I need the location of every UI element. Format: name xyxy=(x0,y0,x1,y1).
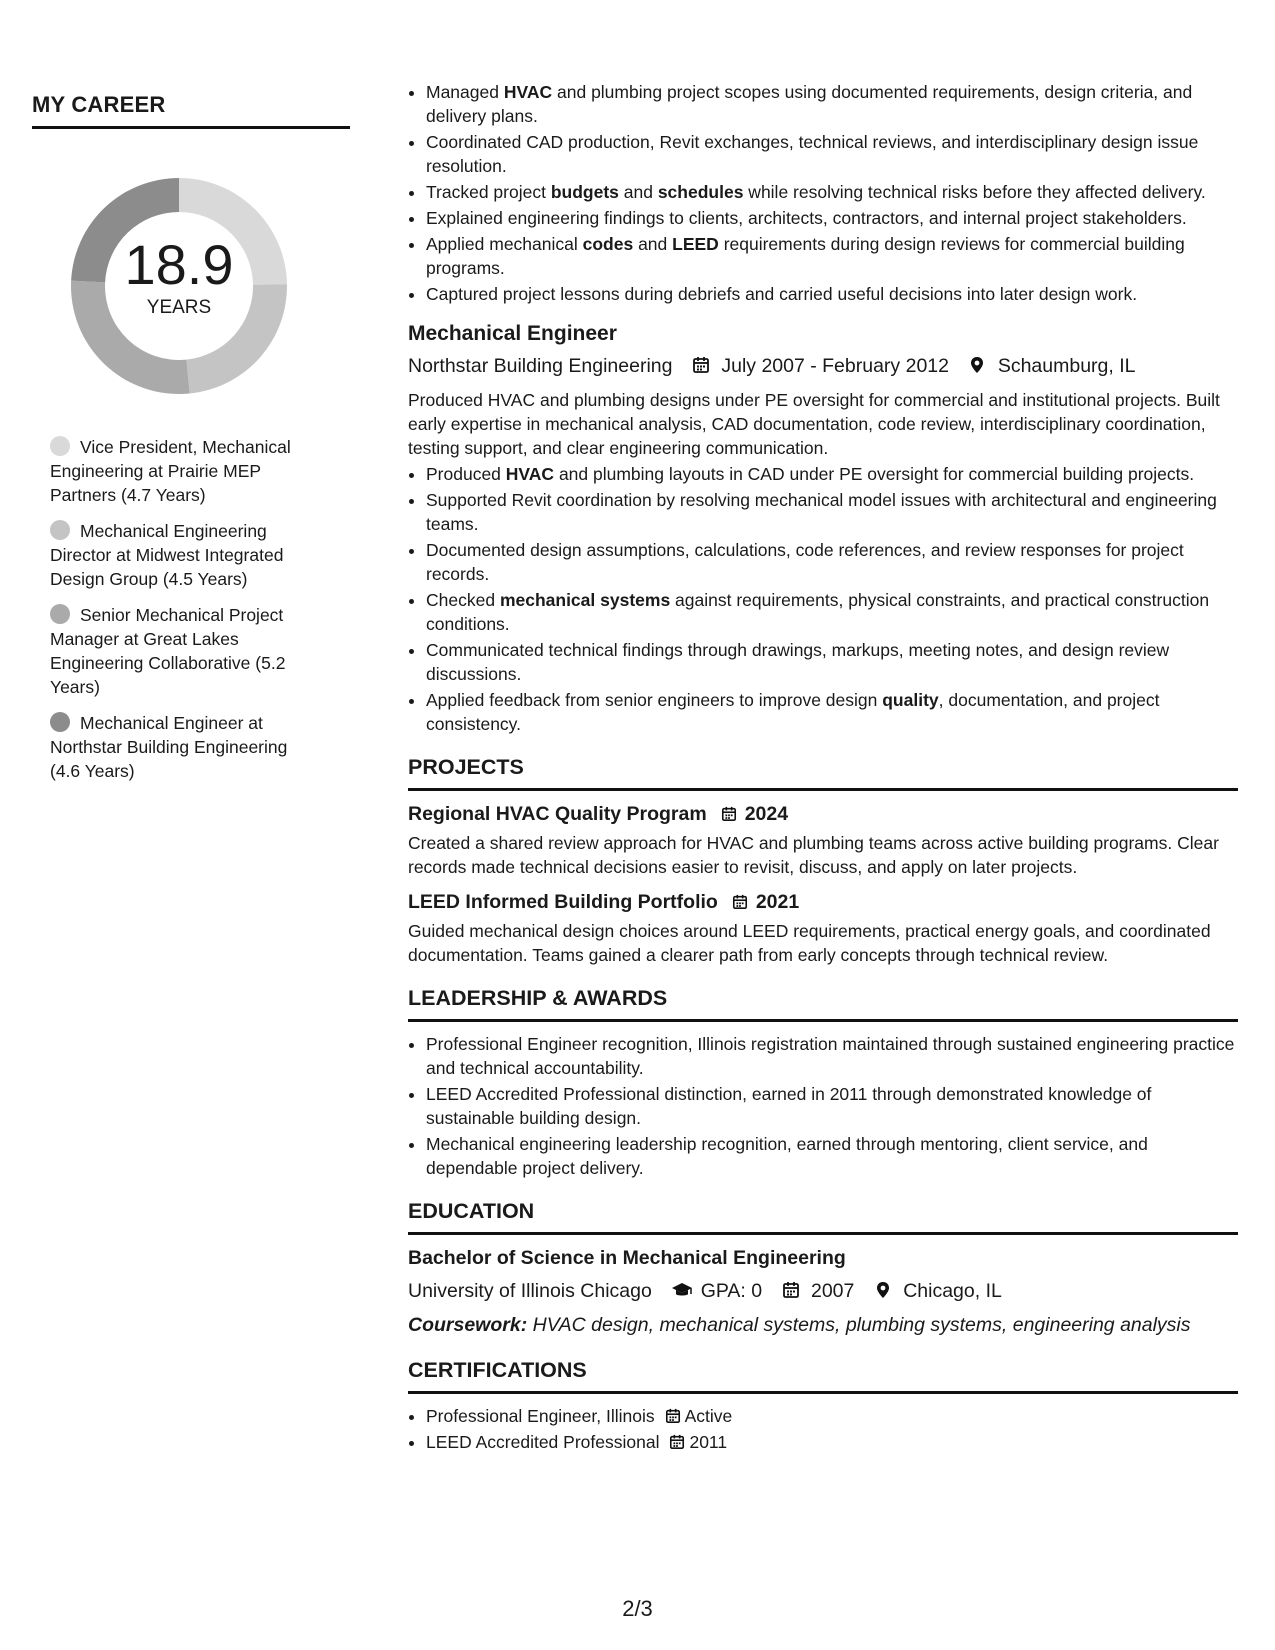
coursework xyxy=(408,1311,1238,1339)
donut-center xyxy=(66,233,292,319)
bullet-text: and plumbing layouts in CAD under PE oversight for commercial building projects. xyxy=(554,464,1195,484)
bullet-keyword: mechanical systems xyxy=(499,590,671,610)
calendar-icon xyxy=(669,1432,685,1448)
bullet-text: Managed xyxy=(426,82,504,102)
previous-job-bullet xyxy=(426,180,1238,204)
job-location: Schaumburg, IL xyxy=(997,355,1136,377)
bullet-text: Tracked project xyxy=(426,182,551,202)
bullet-text: Applied mechanical xyxy=(426,234,583,254)
certification-status: 2011 xyxy=(689,1432,728,1452)
previous-job-bullet xyxy=(426,206,1238,230)
certifications-rule xyxy=(408,1391,1238,1394)
education-rule xyxy=(408,1232,1238,1235)
project-title: Regional HVAC Quality Program xyxy=(408,803,707,825)
previous-job-bullet xyxy=(426,130,1238,178)
legend-dot xyxy=(50,436,70,456)
job-bullet xyxy=(426,462,1238,486)
legend-dot xyxy=(50,712,70,732)
leadership-item: • LEED Accredited Professional distinction, earned in 2011 through demonstrated knowledge of sustainable building design. xyxy=(426,1082,1238,1130)
job-dates: July 2007 - February 2012 xyxy=(721,355,949,377)
certifications-list xyxy=(408,1404,1238,1454)
legend-dot xyxy=(50,604,70,624)
bullet-text: Documented design assumptions, calculations, code references, and review responses for project records. xyxy=(426,540,1184,584)
job-title: Mechanical Engineer xyxy=(408,322,617,345)
job-bullets xyxy=(408,462,1238,736)
career-title: MY CAREER xyxy=(32,92,166,117)
calendar-icon xyxy=(665,1406,681,1422)
legend-label: Mechanical Engineer at Northstar Building Engineering (4.6 Years) xyxy=(50,713,288,781)
total-years-value: 18.9 xyxy=(124,233,234,296)
job-bullet xyxy=(426,588,1238,636)
graduation-year: 2007 xyxy=(810,1280,855,1302)
job-bullet xyxy=(426,538,1238,586)
bullet-text: and xyxy=(633,234,673,254)
bullet-text: Communicated technical findings through drawings, markups, meeting notes, and design review discussions. xyxy=(426,640,1170,684)
certification-item xyxy=(426,1430,1238,1454)
leadership-heading: LEADERSHIP & AWARDS xyxy=(408,986,668,1010)
job-meta xyxy=(408,352,1238,380)
bullet-text: while resolving technical risks before they affected delivery. xyxy=(743,182,1206,202)
certification-item xyxy=(426,1404,1238,1428)
legend-item xyxy=(50,603,320,699)
calendar-icon xyxy=(721,803,739,821)
career-donut-chart xyxy=(66,173,292,399)
bullet-text: requirements during design reviews for commercial building programs. xyxy=(426,234,1185,278)
project-title-row xyxy=(408,889,1238,915)
gpa: GPA: 0 xyxy=(700,1280,763,1302)
projects-rule xyxy=(408,788,1238,791)
legend-label: Mechanical Engineering Director at Midwest Integrated Design Group (4.5 Years) xyxy=(50,521,284,589)
bullet-text: against requirements, physical constraints, and practical construction conditions. xyxy=(426,590,1210,634)
education-meta xyxy=(408,1277,1238,1305)
projects-list xyxy=(408,801,1238,967)
bullet-keyword: HVAC xyxy=(505,464,555,484)
job-bullet xyxy=(426,688,1238,736)
previous-job-bullet xyxy=(426,282,1238,306)
career-legend xyxy=(50,435,320,783)
project-year: 2024 xyxy=(744,803,789,825)
leadership-rule xyxy=(408,1019,1238,1022)
legend-label: Senior Mechanical Project Manager at Great Lakes Engineering Collaborative (5.2 Years) xyxy=(50,605,286,697)
project-description: Guided mechanical design choices around LEED requirements, practical energy goals, and coordinated documentation. Teams gained a clearer path from early concepts through technical review. xyxy=(408,921,1211,965)
leadership-item: • Mechanical engineering leadership recognition, earned through mentoring, client service, and dependable project delivery. xyxy=(426,1132,1238,1180)
calendar-icon xyxy=(692,354,710,372)
project-title: LEED Informed Building Portfolio xyxy=(408,891,718,913)
previous-job-bullet xyxy=(426,80,1238,128)
bullet-text: Applied feedback from senior engineers to improve design xyxy=(426,690,883,710)
education-location: Chicago, IL xyxy=(903,1280,1002,1302)
bullet-keyword: LEED xyxy=(672,234,719,254)
certification-name: LEED Accredited Professional xyxy=(426,1432,660,1452)
legend-dot xyxy=(50,520,70,540)
bullet-keyword: budgets xyxy=(550,182,619,202)
education-heading: EDUCATION xyxy=(408,1199,535,1223)
job-company: Northstar Building Engineering xyxy=(408,355,673,377)
bullet-text: and plumbing project scopes using documented requirements, design criteria, and delivery plans. xyxy=(426,82,1193,126)
bullet-text: Checked xyxy=(426,590,500,610)
bullet-text: Produced xyxy=(426,464,506,484)
project-title-row xyxy=(408,801,1238,827)
bullet-keyword: HVAC xyxy=(503,82,553,102)
previous-job-bullet xyxy=(426,232,1238,280)
job-bullet xyxy=(426,638,1238,686)
school-name: University of Illinois Chicago xyxy=(408,1280,652,1302)
career-sidebar xyxy=(32,92,350,795)
degree-title: Bachelor of Science in Mechanical Engineering xyxy=(408,1247,846,1269)
bullet-keyword: quality xyxy=(882,690,939,710)
legend-label: Vice President, Mechanical Engineering at Prairie MEP Partners (4.7 Years) xyxy=(50,437,291,505)
job-bullet xyxy=(426,488,1238,536)
leadership-item: • Professional Engineer recognition, Illinois registration maintained through sustained engineering practice and technical accountability. xyxy=(426,1032,1238,1080)
previous-job-bullets xyxy=(408,80,1238,306)
job-summary: Produced HVAC and plumbing designs under PE oversight for commercial and institutional projects. Built early expertise in mechanical analysis, CAD documentation, code review, interdisciplinary coordination, testing support, and clear engineering communication. xyxy=(408,390,1220,458)
certification-name: Professional Engineer, Illinois xyxy=(426,1406,655,1426)
bullet-text: Explained engineering findings to clients, architects, contractors, and internal project stakeholders. xyxy=(426,208,1187,228)
location-pin-icon xyxy=(874,1279,892,1297)
project-description: Created a shared review approach for HVAC and plumbing teams across active building programs. Clear records made technical decisions easier to revisit, discuss, and apply on later projects. xyxy=(408,833,1219,877)
graduation-cap-icon xyxy=(671,1279,689,1297)
total-years-unit: YEARS xyxy=(146,297,212,318)
certification-status: Active xyxy=(684,1406,733,1426)
legend-item xyxy=(50,519,320,591)
certifications-heading: CERTIFICATIONS xyxy=(408,1358,587,1382)
bullet-text: , documentation, and project consistency. xyxy=(426,690,1160,734)
resume-main xyxy=(408,80,1238,1456)
page-number: 2/3 xyxy=(622,1596,653,1621)
bullet-text: and xyxy=(618,182,658,202)
career-title-rule xyxy=(32,126,350,129)
calendar-icon xyxy=(782,1279,800,1297)
location-pin-icon xyxy=(968,354,986,372)
project-year: 2021 xyxy=(755,891,800,913)
coursework-text: HVAC design, mechanical systems, plumbing systems, engineering analysis xyxy=(532,1314,1191,1336)
coursework-label: Coursework: xyxy=(408,1314,528,1336)
bullet-keyword: schedules xyxy=(657,182,744,202)
calendar-icon xyxy=(732,891,750,909)
bullet-keyword: codes xyxy=(582,234,634,254)
legend-item xyxy=(50,435,320,507)
leadership-list xyxy=(408,1032,1238,1180)
bullet-text: Coordinated CAD production, Revit exchanges, technical reviews, and interdisciplinary design issue resolution. xyxy=(426,132,1199,176)
bullet-text: Supported Revit coordination by resolving mechanical model issues with architectural and engineering teams. xyxy=(426,490,1217,534)
bullet-text: Captured project lessons during debriefs and carried useful decisions into later design work. xyxy=(426,284,1138,304)
legend-item xyxy=(50,711,320,783)
projects-heading: PROJECTS xyxy=(408,755,524,779)
